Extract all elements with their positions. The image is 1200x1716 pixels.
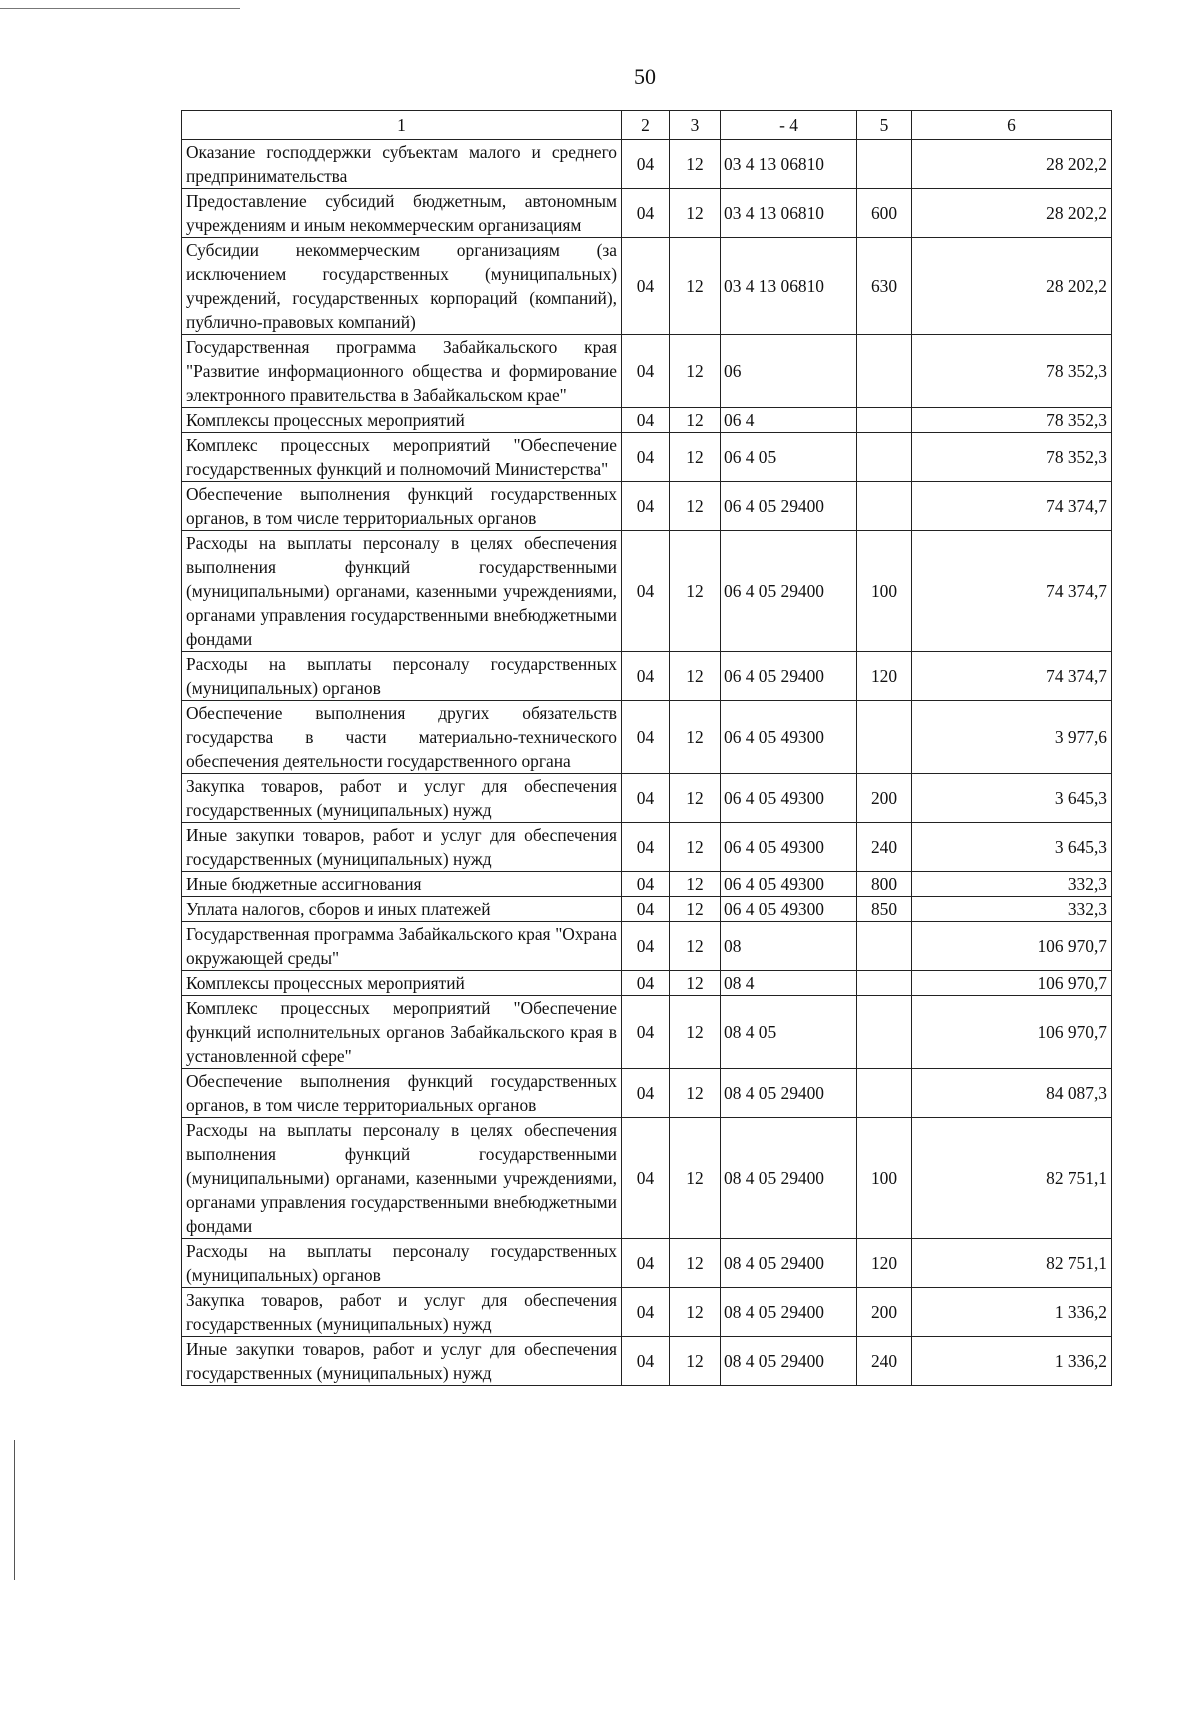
row-amount-cell: 74 374,7 <box>912 482 1112 531</box>
row-amount-cell: 3 645,3 <box>912 823 1112 872</box>
table-row <box>182 774 1112 823</box>
row-section-cell: 04 <box>622 238 670 335</box>
column-header-5: 5 <box>857 111 912 140</box>
row-amount-cell: 106 970,7 <box>912 996 1112 1069</box>
table-row <box>182 652 1112 701</box>
row-section-cell: 04 <box>622 922 670 971</box>
row-target-code-cell: 06 4 <box>721 408 857 433</box>
row-subsection-cell: 12 <box>670 922 721 971</box>
row-section-cell: 04 <box>622 1118 670 1239</box>
row-name-cell: Обеспечение выполнения функций государственных органов, в том числе территориальных органов <box>182 482 622 531</box>
row-section-cell: 04 <box>622 408 670 433</box>
row-name-cell: Расходы на выплаты персоналу государственных (муниципальных) органов <box>182 652 622 701</box>
row-section-cell: 04 <box>622 1337 670 1386</box>
row-expense-type-cell: 240 <box>857 1337 912 1386</box>
row-target-code-cell: 08 4 05 <box>721 996 857 1069</box>
row-subsection-cell: 12 <box>670 1288 721 1337</box>
row-expense-type-cell <box>857 996 912 1069</box>
row-amount-cell: 78 352,3 <box>912 408 1112 433</box>
row-expense-type-cell <box>857 433 912 482</box>
row-subsection-cell: 12 <box>670 1239 721 1288</box>
row-name-cell: Комплекс процессных мероприятий "Обеспечение государственных функций и полномочий Министерства" <box>182 433 622 482</box>
budget-table <box>181 110 1112 1386</box>
table-row <box>182 1069 1112 1118</box>
row-name-cell: Закупка товаров, работ и услуг для обеспечения государственных (муниципальных) нужд <box>182 1288 622 1337</box>
row-subsection-cell: 12 <box>670 823 721 872</box>
table-row <box>182 872 1112 897</box>
row-name-cell: Государственная программа Забайкальского края "Охрана окружающей среды" <box>182 922 622 971</box>
row-name-cell: Иные бюджетные ассигнования <box>182 872 622 897</box>
table-row <box>182 531 1112 652</box>
scan-margin-line <box>14 1440 15 1580</box>
row-target-code-cell: 08 4 05 29400 <box>721 1239 857 1288</box>
row-amount-cell: 78 352,3 <box>912 335 1112 408</box>
row-section-cell: 04 <box>622 531 670 652</box>
row-name-cell: Государственная программа Забайкальского края "Развитие информационного общества и формирование электронного правительства в Забайкальском крае" <box>182 335 622 408</box>
row-expense-type-cell: 100 <box>857 531 912 652</box>
row-name-cell: Обеспечение выполнения функций государственных органов, в том числе территориальных органов <box>182 1069 622 1118</box>
row-name-cell: Комплексы процессных мероприятий <box>182 408 622 433</box>
column-header-2: 2 <box>622 111 670 140</box>
table-row <box>182 971 1112 996</box>
row-subsection-cell: 12 <box>670 189 721 238</box>
row-amount-cell: 332,3 <box>912 872 1112 897</box>
row-subsection-cell: 12 <box>670 238 721 335</box>
row-subsection-cell: 12 <box>670 774 721 823</box>
row-target-code-cell: 06 4 05 49300 <box>721 897 857 922</box>
row-subsection-cell: 12 <box>670 652 721 701</box>
row-target-code-cell: 08 4 05 29400 <box>721 1069 857 1118</box>
row-expense-type-cell <box>857 482 912 531</box>
column-header-6: 6 <box>912 111 1112 140</box>
table-row <box>182 922 1112 971</box>
row-section-cell: 04 <box>622 433 670 482</box>
row-section-cell: 04 <box>622 335 670 408</box>
column-number-row <box>182 111 1112 140</box>
row-amount-cell: 78 352,3 <box>912 433 1112 482</box>
row-target-code-cell: 08 4 05 29400 <box>721 1288 857 1337</box>
row-name-cell: Субсидии некоммерческим организациям (за исключением государственных (муниципальных) учреждений, государственных корпораций (компаний), публично-правовых компаний) <box>182 238 622 335</box>
row-subsection-cell: 12 <box>670 433 721 482</box>
page-number: 50 <box>634 64 656 89</box>
row-section-cell: 04 <box>622 140 670 189</box>
row-name-cell: Предоставление субсидий бюджетным, автономным учреждениям и иным некоммерческим организациям <box>182 189 622 238</box>
row-expense-type-cell <box>857 922 912 971</box>
budget-table-container <box>181 110 1111 1386</box>
table-row <box>182 408 1112 433</box>
table-row <box>182 140 1112 189</box>
row-target-code-cell: 03 4 13 06810 <box>721 189 857 238</box>
table-row <box>182 996 1112 1069</box>
row-target-code-cell: 08 4 05 29400 <box>721 1118 857 1239</box>
row-name-cell: Иные закупки товаров, работ и услуг для обеспечения государственных (муниципальных) нужд <box>182 1337 622 1386</box>
table-row <box>182 1337 1112 1386</box>
row-section-cell: 04 <box>622 1239 670 1288</box>
row-expense-type-cell <box>857 408 912 433</box>
row-target-code-cell: 06 4 05 49300 <box>721 774 857 823</box>
row-target-code-cell: 06 4 05 49300 <box>721 823 857 872</box>
row-amount-cell: 28 202,2 <box>912 189 1112 238</box>
table-row <box>182 335 1112 408</box>
row-name-cell: Обеспечение выполнения других обязательств государства в части материально-технического обеспечения деятельности государственного органа <box>182 701 622 774</box>
row-expense-type-cell: 100 <box>857 1118 912 1239</box>
row-target-code-cell: 06 4 05 29400 <box>721 652 857 701</box>
row-target-code-cell: 03 4 13 06810 <box>721 238 857 335</box>
row-name-cell: Оказание господдержки субъектам малого и среднего предпринимательства <box>182 140 622 189</box>
row-amount-cell: 1 336,2 <box>912 1288 1112 1337</box>
row-name-cell: Комплексы процессных мероприятий <box>182 971 622 996</box>
row-amount-cell: 84 087,3 <box>912 1069 1112 1118</box>
row-expense-type-cell: 850 <box>857 897 912 922</box>
table-row <box>182 701 1112 774</box>
row-target-code-cell: 06 4 05 49300 <box>721 872 857 897</box>
table-row <box>182 1288 1112 1337</box>
row-subsection-cell: 12 <box>670 140 721 189</box>
row-amount-cell: 106 970,7 <box>912 922 1112 971</box>
column-header-4: - 4 <box>721 111 857 140</box>
row-subsection-cell: 12 <box>670 897 721 922</box>
table-row <box>182 1118 1112 1239</box>
table-row <box>182 1239 1112 1288</box>
row-target-code-cell: 03 4 13 06810 <box>721 140 857 189</box>
row-amount-cell: 3 645,3 <box>912 774 1112 823</box>
row-subsection-cell: 12 <box>670 335 721 408</box>
table-body <box>182 140 1112 1386</box>
row-target-code-cell: 08 4 <box>721 971 857 996</box>
row-expense-type-cell <box>857 335 912 408</box>
row-expense-type-cell <box>857 140 912 189</box>
row-target-code-cell: 06 4 05 <box>721 433 857 482</box>
scan-edge-line <box>0 8 240 9</box>
row-target-code-cell: 08 4 05 29400 <box>721 1337 857 1386</box>
row-amount-cell: 74 374,7 <box>912 531 1112 652</box>
row-amount-cell: 74 374,7 <box>912 652 1112 701</box>
row-target-code-cell: 06 4 05 29400 <box>721 482 857 531</box>
row-expense-type-cell: 240 <box>857 823 912 872</box>
row-section-cell: 04 <box>622 189 670 238</box>
row-expense-type-cell: 120 <box>857 1239 912 1288</box>
row-target-code-cell: 06 4 05 29400 <box>721 531 857 652</box>
row-amount-cell: 82 751,1 <box>912 1118 1112 1239</box>
row-section-cell: 04 <box>622 482 670 531</box>
row-section-cell: 04 <box>622 971 670 996</box>
row-expense-type-cell: 600 <box>857 189 912 238</box>
row-section-cell: 04 <box>622 872 670 897</box>
row-expense-type-cell <box>857 701 912 774</box>
row-subsection-cell: 12 <box>670 1337 721 1386</box>
row-name-cell: Расходы на выплаты персоналу в целях обеспечения выполнения функций государственными (муниципальными) органами, казенными учреждениями, органами управления государственными внебюджетными фондами <box>182 531 622 652</box>
row-section-cell: 04 <box>622 1288 670 1337</box>
row-name-cell: Уплата налогов, сборов и иных платежей <box>182 897 622 922</box>
row-subsection-cell: 12 <box>670 971 721 996</box>
row-expense-type-cell: 630 <box>857 238 912 335</box>
row-amount-cell: 332,3 <box>912 897 1112 922</box>
row-section-cell: 04 <box>622 996 670 1069</box>
row-amount-cell: 3 977,6 <box>912 701 1112 774</box>
row-expense-type-cell: 800 <box>857 872 912 897</box>
row-subsection-cell: 12 <box>670 408 721 433</box>
table-row <box>182 433 1112 482</box>
row-section-cell: 04 <box>622 1069 670 1118</box>
row-amount-cell: 82 751,1 <box>912 1239 1112 1288</box>
row-name-cell: Расходы на выплаты персоналу государственных (муниципальных) органов <box>182 1239 622 1288</box>
column-header-3: 3 <box>670 111 721 140</box>
table-row <box>182 189 1112 238</box>
table-row <box>182 897 1112 922</box>
row-amount-cell: 106 970,7 <box>912 971 1112 996</box>
row-subsection-cell: 12 <box>670 872 721 897</box>
table-row <box>182 823 1112 872</box>
row-subsection-cell: 12 <box>670 996 721 1069</box>
row-section-cell: 04 <box>622 652 670 701</box>
row-amount-cell: 28 202,2 <box>912 238 1112 335</box>
row-subsection-cell: 12 <box>670 531 721 652</box>
row-expense-type-cell <box>857 971 912 996</box>
row-subsection-cell: 12 <box>670 1069 721 1118</box>
row-section-cell: 04 <box>622 774 670 823</box>
row-target-code-cell: 06 <box>721 335 857 408</box>
row-subsection-cell: 12 <box>670 701 721 774</box>
row-expense-type-cell <box>857 1069 912 1118</box>
row-expense-type-cell: 120 <box>857 652 912 701</box>
table-row <box>182 238 1112 335</box>
row-section-cell: 04 <box>622 701 670 774</box>
row-subsection-cell: 12 <box>670 1118 721 1239</box>
row-expense-type-cell: 200 <box>857 1288 912 1337</box>
row-amount-cell: 28 202,2 <box>912 140 1112 189</box>
row-name-cell: Расходы на выплаты персоналу в целях обеспечения выполнения функций государственными (муниципальными) органами, казенными учреждениями, органами управления государственными внебюджетными фондами <box>182 1118 622 1239</box>
row-subsection-cell: 12 <box>670 482 721 531</box>
row-amount-cell: 1 336,2 <box>912 1337 1112 1386</box>
column-header-1: 1 <box>182 111 622 140</box>
row-target-code-cell: 06 4 05 49300 <box>721 701 857 774</box>
row-target-code-cell: 08 <box>721 922 857 971</box>
row-name-cell: Комплекс процессных мероприятий "Обеспечение функций исполнительных органов Забайкальского края в установленной сфере" <box>182 996 622 1069</box>
row-name-cell: Иные закупки товаров, работ и услуг для обеспечения государственных (муниципальных) нужд <box>182 823 622 872</box>
row-expense-type-cell: 200 <box>857 774 912 823</box>
table-row <box>182 482 1112 531</box>
row-name-cell: Закупка товаров, работ и услуг для обеспечения государственных (муниципальных) нужд <box>182 774 622 823</box>
row-section-cell: 04 <box>622 823 670 872</box>
row-section-cell: 04 <box>622 897 670 922</box>
